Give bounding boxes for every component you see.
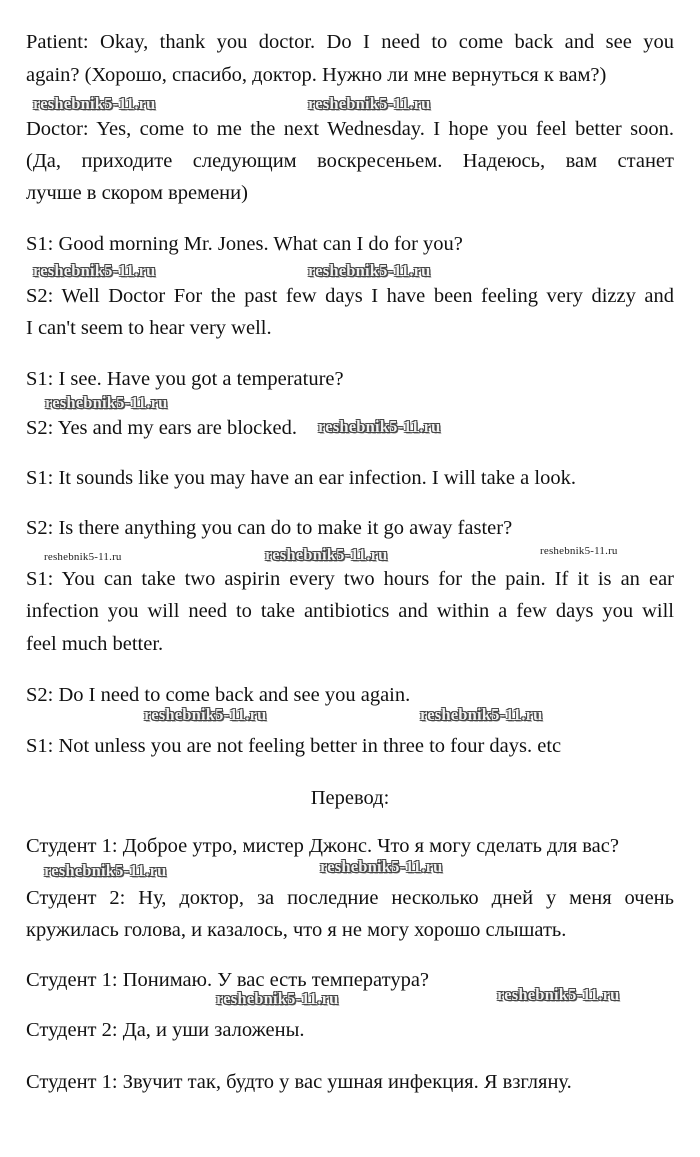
text-line: infection you will need to take antibiotics and within a few days you will bbox=[26, 600, 674, 622]
text-line: Студент 1: Звучит так, будто у вас ушная инфекция. Я взгляну. bbox=[26, 1071, 572, 1093]
text-line: кружилась голова, и казалось, что я не могу хорошо слышать. bbox=[26, 919, 567, 941]
watermark: reshebnik5-11.ru bbox=[308, 94, 431, 113]
watermark: reshebnik5-11.ru bbox=[420, 705, 543, 724]
text-line: лучше в скором времени) bbox=[26, 182, 248, 204]
watermark: reshebnik5-11.ru bbox=[308, 261, 431, 280]
text-line: Студент 1: Понимаю. У вас есть температура? bbox=[26, 969, 430, 991]
text-line: S2: Yes and my ears are blocked. bbox=[26, 417, 298, 439]
text-line: S1: Not unless you are not feeling better in three to four days. etc bbox=[26, 735, 562, 757]
text-line: Студент 2: Ну, доктор, за последние несколько дней у меня очень bbox=[26, 887, 674, 909]
text-line: Студент 2: Да, и уши заложены. bbox=[26, 1019, 305, 1041]
watermark: reshebnik5-11.ru bbox=[318, 417, 441, 436]
watermark: reshebnik5-11.ru bbox=[44, 861, 167, 880]
text-line: S2: Is there anything you can do to make it go away faster? bbox=[26, 517, 513, 539]
text-line: Doctor: Yes, come to me the next Wednesday. I hope you feel better soon. bbox=[26, 118, 674, 140]
watermark: reshebnik5-11.ru bbox=[540, 545, 618, 557]
watermark: reshebnik5-11.ru bbox=[320, 857, 443, 876]
text-line: S1: I see. Have you got a temperature? bbox=[26, 368, 344, 390]
watermark: reshebnik5-11.ru bbox=[144, 705, 267, 724]
text-line: Студент 1: Доброе утро, мистер Джонс. Что я могу сделать для вас? bbox=[26, 835, 619, 857]
watermark: reshebnik5-11.ru bbox=[265, 545, 388, 564]
text-line: Patient: Okay, thank you doctor. Do I need to come back and see you bbox=[26, 31, 674, 53]
section-heading: Перевод: bbox=[310, 787, 390, 809]
text-line: I can't seem to hear very well. bbox=[26, 317, 272, 339]
watermark: reshebnik5-11.ru bbox=[45, 393, 168, 412]
text-line: S1: It sounds like you may have an ear infection. I will take a look. bbox=[26, 467, 576, 489]
text-line: S1: You can take two aspirin every two hours for the pain. If it is an ear bbox=[26, 568, 674, 590]
watermark: reshebnik5-11.ru bbox=[33, 94, 156, 113]
text-line: S2: Do I need to come back and see you again. bbox=[26, 684, 411, 706]
text-line: again? (Хорошо, спасибо, доктор. Нужно ли мне вернуться к вам?) bbox=[26, 64, 607, 86]
watermark: reshebnik5-11.ru bbox=[44, 551, 122, 563]
text-line: feel much better. bbox=[26, 633, 164, 655]
watermark: reshebnik5-11.ru bbox=[216, 989, 339, 1008]
watermark: reshebnik5-11.ru bbox=[497, 985, 620, 1004]
text-line: S2: Well Doctor For the past few days I have been feeling very dizzy and bbox=[26, 285, 674, 307]
watermark: reshebnik5-11.ru bbox=[33, 261, 156, 280]
text-line: (Да, приходите следующим воскресеньем. Надеюсь, вам станет bbox=[26, 150, 674, 172]
text-line: S1: Good morning Mr. Jones. What can I do for you? bbox=[26, 233, 463, 255]
